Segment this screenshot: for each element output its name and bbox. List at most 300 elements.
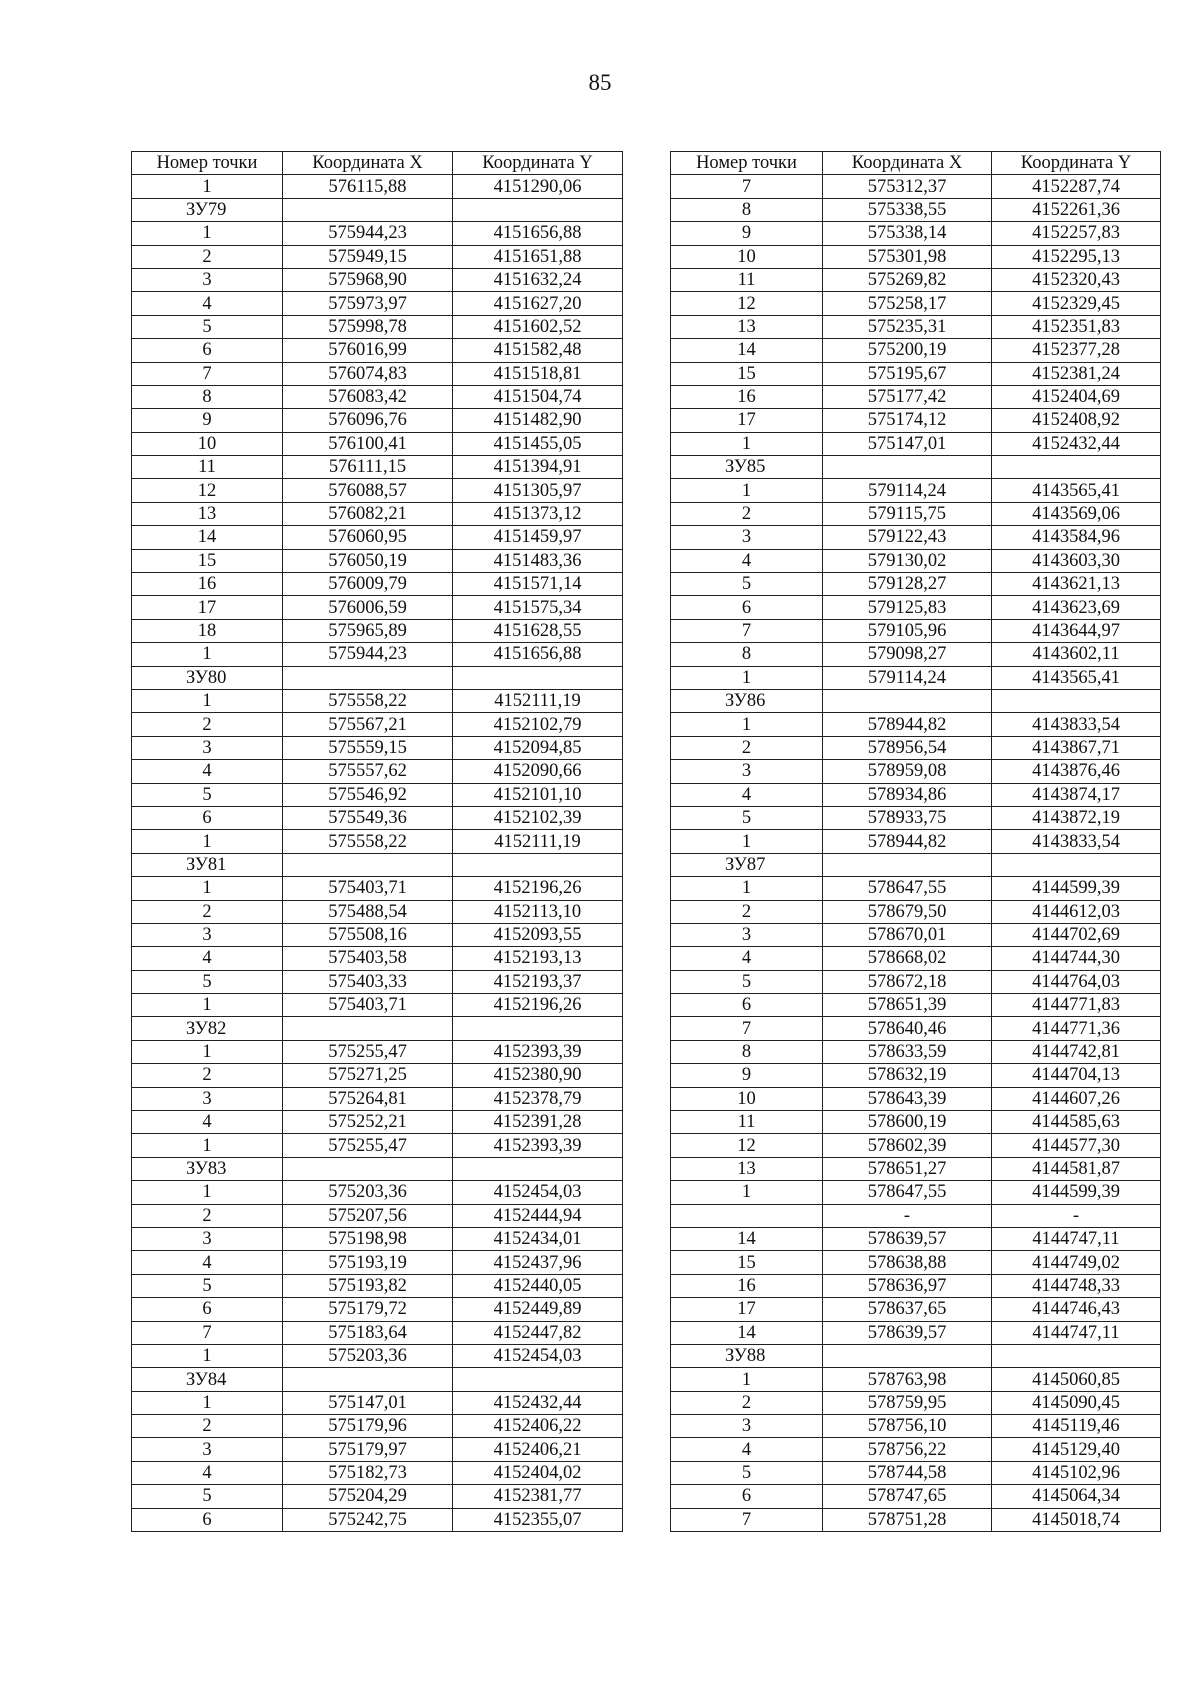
coordinate-x-cell: 575235,31 bbox=[823, 315, 992, 338]
coordinate-y-cell: 4152437,96 bbox=[453, 1251, 623, 1274]
table-row bbox=[132, 245, 623, 268]
table-row bbox=[132, 877, 623, 900]
coordinate-y-cell: 4144599,39 bbox=[992, 877, 1161, 900]
coordinate-x-cell: 576074,83 bbox=[283, 362, 453, 385]
table-row bbox=[132, 292, 623, 315]
point-number-cell: 4 bbox=[132, 1111, 283, 1134]
point-number-cell: 4 bbox=[132, 1251, 283, 1274]
table-row bbox=[132, 362, 623, 385]
coordinate-x-cell: 578670,01 bbox=[823, 923, 992, 946]
table-row bbox=[132, 1227, 623, 1250]
coordinate-y-cell: 4151651,88 bbox=[453, 245, 623, 268]
point-number-cell: 3 bbox=[671, 526, 823, 549]
coordinate-y-cell bbox=[992, 689, 1161, 712]
table-row bbox=[671, 175, 1161, 198]
coordinate-y-cell: 4151483,36 bbox=[453, 549, 623, 572]
coordinate-x-cell: 576096,76 bbox=[283, 409, 453, 432]
table-row bbox=[132, 526, 623, 549]
point-number-cell: 3 bbox=[671, 923, 823, 946]
table-row bbox=[671, 736, 1161, 759]
table-row bbox=[671, 1508, 1161, 1531]
point-number-cell: 7 bbox=[132, 1321, 283, 1344]
coordinate-x-cell: 578637,65 bbox=[823, 1298, 992, 1321]
coordinate-x-cell: 578763,98 bbox=[823, 1368, 992, 1391]
coordinate-x-cell: 575557,62 bbox=[283, 760, 453, 783]
point-number-cell: 2 bbox=[132, 900, 283, 923]
coordinate-y-cell: 4143833,54 bbox=[992, 713, 1161, 736]
point-number-cell: 8 bbox=[671, 198, 823, 221]
coordinate-y-cell: 4145129,40 bbox=[992, 1438, 1161, 1461]
point-number-cell: ЗУ79 bbox=[132, 198, 283, 221]
point-number-cell: 1 bbox=[132, 643, 283, 666]
table-row bbox=[671, 573, 1161, 596]
point-number-cell: 10 bbox=[671, 1087, 823, 1110]
coordinate-y-cell bbox=[453, 1368, 623, 1391]
coordinate-x-cell: 575195,67 bbox=[823, 362, 992, 385]
coordinate-x-cell: 575252,21 bbox=[283, 1111, 453, 1134]
point-number-cell: 4 bbox=[132, 1461, 283, 1484]
coordinate-y-cell: 4152329,45 bbox=[992, 292, 1161, 315]
coordinate-y-cell: 4151627,20 bbox=[453, 292, 623, 315]
coordinate-y-cell: 4151582,48 bbox=[453, 339, 623, 362]
coordinate-y-cell: 4145119,46 bbox=[992, 1415, 1161, 1438]
coordinate-y-cell: 4151602,52 bbox=[453, 315, 623, 338]
table-row bbox=[671, 292, 1161, 315]
coordinate-x-cell: 578959,08 bbox=[823, 760, 992, 783]
coordinate-y-header: Координата Y bbox=[453, 152, 623, 175]
coordinate-y-cell: 4152111,19 bbox=[453, 830, 623, 853]
coordinate-x-cell bbox=[823, 1344, 992, 1367]
point-number-cell: 1 bbox=[132, 877, 283, 900]
point-number-header: Номер точки bbox=[671, 152, 823, 175]
coordinate-y-cell: 4152193,13 bbox=[453, 947, 623, 970]
point-number-header: Номер точки bbox=[132, 152, 283, 175]
coordinate-y-cell: 4152381,77 bbox=[453, 1485, 623, 1508]
point-number-cell: 6 bbox=[132, 339, 283, 362]
point-number-cell: 3 bbox=[132, 736, 283, 759]
coordinate-y-cell: 4144747,11 bbox=[992, 1227, 1161, 1250]
point-number-cell: 1 bbox=[132, 1391, 283, 1414]
coordinate-y-cell: 4151656,88 bbox=[453, 222, 623, 245]
coordinate-x-cell: 578636,97 bbox=[823, 1274, 992, 1297]
table-row bbox=[132, 994, 623, 1017]
coordinate-x-cell: 575255,47 bbox=[283, 1134, 453, 1157]
page-number: 85 bbox=[588, 70, 612, 95]
coordinate-y-cell: 4152449,89 bbox=[453, 1298, 623, 1321]
point-number-cell: ЗУ81 bbox=[132, 853, 283, 876]
point-number-cell: ЗУ80 bbox=[132, 666, 283, 689]
coordinate-x-cell: 575179,96 bbox=[283, 1415, 453, 1438]
coordinate-x-cell: 575546,92 bbox=[283, 783, 453, 806]
table-row bbox=[671, 479, 1161, 502]
table-row bbox=[132, 339, 623, 362]
point-number-cell: ЗУ82 bbox=[132, 1017, 283, 1040]
coordinate-y-cell: 4144748,33 bbox=[992, 1274, 1161, 1297]
point-number-cell: 8 bbox=[132, 385, 283, 408]
coordinate-y-cell: 4144612,03 bbox=[992, 900, 1161, 923]
point-number-cell: ЗУ83 bbox=[132, 1157, 283, 1180]
coordinate-x-cell: 575255,47 bbox=[283, 1040, 453, 1063]
table-row bbox=[671, 900, 1161, 923]
point-number-cell: 2 bbox=[671, 736, 823, 759]
coordinate-x-cell: 575944,23 bbox=[283, 222, 453, 245]
coordinate-x-cell: 575207,56 bbox=[283, 1204, 453, 1227]
coordinate-x-cell bbox=[823, 456, 992, 479]
table-row bbox=[671, 713, 1161, 736]
coordinate-y-cell: 4152378,79 bbox=[453, 1087, 623, 1110]
coordinate-x-cell: 575558,22 bbox=[283, 830, 453, 853]
coordinate-y-cell: 4152090,66 bbox=[453, 760, 623, 783]
coordinate-y-cell: 4144764,03 bbox=[992, 970, 1161, 993]
table-row bbox=[132, 1415, 623, 1438]
coordinate-x-cell: 578934,86 bbox=[823, 783, 992, 806]
table-row bbox=[671, 1111, 1161, 1134]
table-row bbox=[671, 1461, 1161, 1484]
coordinate-y-cell: 4152102,39 bbox=[453, 806, 623, 829]
coordinate-x-cell: - bbox=[823, 1204, 992, 1227]
point-number-cell: 5 bbox=[132, 783, 283, 806]
coordinate-y-cell: 4144577,30 bbox=[992, 1134, 1161, 1157]
table-row bbox=[132, 736, 623, 759]
coordinate-y-cell: 4151305,97 bbox=[453, 479, 623, 502]
table-row bbox=[132, 1204, 623, 1227]
coordinate-y-cell: 4152434,01 bbox=[453, 1227, 623, 1250]
table-row bbox=[671, 339, 1161, 362]
table-row bbox=[132, 432, 623, 455]
table-row bbox=[671, 198, 1161, 221]
coordinate-y-cell: 4152404,69 bbox=[992, 385, 1161, 408]
point-number-cell: 16 bbox=[671, 1274, 823, 1297]
table-row bbox=[132, 385, 623, 408]
table-row bbox=[671, 947, 1161, 970]
point-number-cell: 2 bbox=[132, 713, 283, 736]
table-row bbox=[671, 1087, 1161, 1110]
coordinate-y-cell: 4151482,90 bbox=[453, 409, 623, 432]
coordinate-x-cell: 579115,75 bbox=[823, 502, 992, 525]
coordinate-y-cell: 4152381,24 bbox=[992, 362, 1161, 385]
coordinate-y-cell: 4145060,85 bbox=[992, 1368, 1161, 1391]
point-number-cell: 6 bbox=[132, 1298, 283, 1321]
point-number-cell: 12 bbox=[671, 292, 823, 315]
point-number-cell: 5 bbox=[671, 1461, 823, 1484]
point-number-cell: 4 bbox=[132, 947, 283, 970]
point-number-cell: 7 bbox=[671, 619, 823, 642]
coordinate-x-cell bbox=[823, 689, 992, 712]
table-row bbox=[132, 947, 623, 970]
point-number-cell: ЗУ88 bbox=[671, 1344, 823, 1367]
coordinate-x-cell: 578632,19 bbox=[823, 1064, 992, 1087]
point-number-cell: 12 bbox=[671, 1134, 823, 1157]
coordinate-y-cell: 4152432,44 bbox=[992, 432, 1161, 455]
coordinate-y-cell: 4152093,55 bbox=[453, 923, 623, 946]
coordinate-y-cell: 4152377,28 bbox=[992, 339, 1161, 362]
coordinate-y-cell bbox=[992, 456, 1161, 479]
coordinate-y-cell: 4144585,63 bbox=[992, 1111, 1161, 1134]
table-row bbox=[671, 1415, 1161, 1438]
point-number-cell: 1 bbox=[671, 479, 823, 502]
coordinate-x-cell: 575403,33 bbox=[283, 970, 453, 993]
point-number-cell: 2 bbox=[671, 900, 823, 923]
coordinate-x-cell: 576082,21 bbox=[283, 502, 453, 525]
coordinate-x-cell: 576060,95 bbox=[283, 526, 453, 549]
coordinate-y-cell: 4152196,26 bbox=[453, 877, 623, 900]
coordinate-x-cell: 575403,71 bbox=[283, 877, 453, 900]
table-row bbox=[132, 596, 623, 619]
table-row bbox=[671, 1368, 1161, 1391]
coordinate-y-cell: 4143833,54 bbox=[992, 830, 1161, 853]
coordinate-x-cell: 579114,24 bbox=[823, 479, 992, 502]
coordinate-x-cell: 575488,54 bbox=[283, 900, 453, 923]
point-number-cell: 9 bbox=[671, 1064, 823, 1087]
coordinate-y-cell: 4152355,07 bbox=[453, 1508, 623, 1531]
point-number-cell: 9 bbox=[132, 409, 283, 432]
table-row bbox=[132, 970, 623, 993]
parcel-header-row bbox=[132, 1157, 623, 1180]
coordinate-y-cell: 4143644,97 bbox=[992, 619, 1161, 642]
coordinate-x-cell: 579125,83 bbox=[823, 596, 992, 619]
table-row bbox=[671, 1204, 1161, 1227]
coordinate-y-cell: 4145064,34 bbox=[992, 1485, 1161, 1508]
point-number-cell: 1 bbox=[671, 713, 823, 736]
coordinate-x-cell: 575338,55 bbox=[823, 198, 992, 221]
coordinate-x-header: Координата X bbox=[283, 152, 453, 175]
coordinate-x-cell: 575193,82 bbox=[283, 1274, 453, 1297]
parcel-header-row bbox=[671, 1344, 1161, 1367]
coordinate-y-cell: 4143602,11 bbox=[992, 643, 1161, 666]
coordinate-x-cell: 576050,19 bbox=[283, 549, 453, 572]
coordinate-y-cell: 4152111,19 bbox=[453, 689, 623, 712]
table-row bbox=[671, 877, 1161, 900]
coordinate-y-cell bbox=[992, 853, 1161, 876]
coordinate-x-cell: 575177,42 bbox=[823, 385, 992, 408]
point-number-cell: 2 bbox=[132, 1064, 283, 1087]
table-row bbox=[671, 1298, 1161, 1321]
table-row bbox=[132, 1298, 623, 1321]
coordinate-y-cell: 4144607,26 bbox=[992, 1087, 1161, 1110]
coordinate-x-cell: 575198,98 bbox=[283, 1227, 453, 1250]
table-row bbox=[132, 479, 623, 502]
coordinate-x-cell: 575559,15 bbox=[283, 736, 453, 759]
coordinate-x-cell: 575403,71 bbox=[283, 994, 453, 1017]
coordinate-x-cell: 575312,37 bbox=[823, 175, 992, 198]
header-row bbox=[671, 152, 1161, 175]
header-row bbox=[132, 152, 623, 175]
coordinate-x-cell: 576111,15 bbox=[283, 456, 453, 479]
coordinate-y-cell: 4152257,83 bbox=[992, 222, 1161, 245]
point-number-cell: 5 bbox=[671, 573, 823, 596]
table-row bbox=[132, 1391, 623, 1414]
table-row bbox=[132, 760, 623, 783]
point-number-cell: 3 bbox=[132, 1438, 283, 1461]
coordinate-y-cell: 4143621,13 bbox=[992, 573, 1161, 596]
coordinate-x-cell: 578640,46 bbox=[823, 1017, 992, 1040]
point-number-cell: ЗУ87 bbox=[671, 853, 823, 876]
table-row bbox=[132, 689, 623, 712]
coordinate-y-cell: 4143584,96 bbox=[992, 526, 1161, 549]
coordinate-y-cell: 4151504,74 bbox=[453, 385, 623, 408]
coordinate-y-cell: 4144746,43 bbox=[992, 1298, 1161, 1321]
coordinate-x-cell: 575174,12 bbox=[823, 409, 992, 432]
coordinate-y-cell: 4151373,12 bbox=[453, 502, 623, 525]
table-row bbox=[132, 1251, 623, 1274]
coordinate-x-cell: 578600,19 bbox=[823, 1111, 992, 1134]
point-number-cell: 15 bbox=[671, 362, 823, 385]
point-number-cell: 3 bbox=[671, 760, 823, 783]
coordinate-x-cell: 578744,58 bbox=[823, 1461, 992, 1484]
coordinate-y-header: Координата Y bbox=[992, 152, 1161, 175]
coordinate-y-cell: 4152393,39 bbox=[453, 1040, 623, 1063]
coordinate-y-cell: 4144742,81 bbox=[992, 1040, 1161, 1063]
coordinate-x-cell: 578643,39 bbox=[823, 1087, 992, 1110]
coordinate-x-cell: 575258,17 bbox=[823, 292, 992, 315]
point-number-cell: 8 bbox=[671, 1040, 823, 1063]
coordinate-x-cell: 575179,72 bbox=[283, 1298, 453, 1321]
point-number-cell: 5 bbox=[132, 1485, 283, 1508]
coordinate-y-cell: 4151394,91 bbox=[453, 456, 623, 479]
coordinate-x-cell: 575567,21 bbox=[283, 713, 453, 736]
point-number-cell: 1 bbox=[132, 1040, 283, 1063]
coordinate-x-cell: 576115,88 bbox=[283, 175, 453, 198]
table-row bbox=[671, 1157, 1161, 1180]
table-row bbox=[132, 713, 623, 736]
point-number-cell: 12 bbox=[132, 479, 283, 502]
point-number-cell: 16 bbox=[671, 385, 823, 408]
point-number-cell: 1 bbox=[671, 877, 823, 900]
coordinate-y-cell: 4143872,19 bbox=[992, 806, 1161, 829]
table-row bbox=[132, 268, 623, 291]
coordinate-x-cell: 576100,41 bbox=[283, 432, 453, 455]
coordinate-x-cell: 578639,57 bbox=[823, 1321, 992, 1344]
coordinate-y-cell: 4143603,30 bbox=[992, 549, 1161, 572]
table-row bbox=[671, 666, 1161, 689]
point-number-cell: 6 bbox=[132, 1508, 283, 1531]
table-row bbox=[671, 362, 1161, 385]
coordinate-y-cell: 4144747,11 bbox=[992, 1321, 1161, 1344]
table-row bbox=[132, 1134, 623, 1157]
coordinate-x-header: Координата X bbox=[823, 152, 992, 175]
coordinate-y-cell: 4151632,24 bbox=[453, 268, 623, 291]
coordinate-y-cell: 4152393,39 bbox=[453, 1134, 623, 1157]
coordinate-x-cell: 576088,57 bbox=[283, 479, 453, 502]
coordinate-x-cell: 578756,10 bbox=[823, 1415, 992, 1438]
point-number-cell: 3 bbox=[132, 1227, 283, 1250]
point-number-cell: 4 bbox=[132, 760, 283, 783]
table-row bbox=[671, 923, 1161, 946]
table-row bbox=[132, 1344, 623, 1367]
coordinate-y-cell: 4152351,83 bbox=[992, 315, 1161, 338]
table-row bbox=[671, 1064, 1161, 1087]
coordinate-x-cell bbox=[283, 1017, 453, 1040]
coordinate-y-cell: 4143623,69 bbox=[992, 596, 1161, 619]
table-row bbox=[132, 549, 623, 572]
point-number-cell: ЗУ85 bbox=[671, 456, 823, 479]
point-number-cell: ЗУ84 bbox=[132, 1368, 283, 1391]
table-row bbox=[671, 596, 1161, 619]
coordinate-x-cell: 578756,22 bbox=[823, 1438, 992, 1461]
coordinate-y-cell: 4143876,46 bbox=[992, 760, 1161, 783]
point-number-cell: 1 bbox=[132, 222, 283, 245]
coordinate-x-cell: 575264,81 bbox=[283, 1087, 453, 1110]
coordinate-x-cell: 576083,42 bbox=[283, 385, 453, 408]
coordinate-y-cell: 4152295,13 bbox=[992, 245, 1161, 268]
parcel-header-row bbox=[132, 1368, 623, 1391]
coordinate-x-cell: 578933,75 bbox=[823, 806, 992, 829]
coordinate-y-cell: 4152454,03 bbox=[453, 1344, 623, 1367]
coordinate-y-cell bbox=[453, 198, 623, 221]
point-number-cell: 1 bbox=[132, 689, 283, 712]
coordinate-y-cell: 4152193,37 bbox=[453, 970, 623, 993]
parcel-header-row bbox=[132, 853, 623, 876]
coordinate-y-cell: 4152454,03 bbox=[453, 1181, 623, 1204]
point-number-cell: 1 bbox=[132, 175, 283, 198]
parcel-header-row bbox=[132, 666, 623, 689]
coordinate-y-cell: 4151575,34 bbox=[453, 596, 623, 619]
point-number-cell bbox=[671, 1204, 823, 1227]
coordinate-x-cell bbox=[283, 1368, 453, 1391]
point-number-cell: 10 bbox=[671, 245, 823, 268]
coordinate-y-cell: 4144771,83 bbox=[992, 994, 1161, 1017]
point-number-cell: 14 bbox=[671, 1321, 823, 1344]
point-number-cell: 1 bbox=[671, 1181, 823, 1204]
table-row bbox=[671, 385, 1161, 408]
coordinate-x-cell bbox=[283, 198, 453, 221]
point-number-cell: 1 bbox=[132, 994, 283, 1017]
table-row bbox=[132, 1508, 623, 1531]
coordinate-x-cell: 578647,55 bbox=[823, 1181, 992, 1204]
coordinate-y-cell: 4152261,36 bbox=[992, 198, 1161, 221]
point-number-cell: 17 bbox=[671, 409, 823, 432]
coordinate-y-cell: 4152196,26 bbox=[453, 994, 623, 1017]
point-number-cell: 11 bbox=[132, 456, 283, 479]
coordinate-y-cell: 4144599,39 bbox=[992, 1181, 1161, 1204]
table-row bbox=[671, 1391, 1161, 1414]
coordinate-y-cell: 4152444,94 bbox=[453, 1204, 623, 1227]
point-number-cell: 5 bbox=[671, 970, 823, 993]
coordinate-x-cell: 578668,02 bbox=[823, 947, 992, 970]
coordinate-x-cell: 578647,55 bbox=[823, 877, 992, 900]
point-number-cell: 8 bbox=[671, 643, 823, 666]
coordinate-x-cell: 575183,64 bbox=[283, 1321, 453, 1344]
coordinate-y-cell: 4152094,85 bbox=[453, 736, 623, 759]
coordinate-x-cell: 575242,75 bbox=[283, 1508, 453, 1531]
coordinate-y-cell: 4152404,02 bbox=[453, 1461, 623, 1484]
table-row bbox=[132, 1321, 623, 1344]
coordinate-y-cell: 4145102,96 bbox=[992, 1461, 1161, 1484]
parcel-header-row bbox=[132, 1017, 623, 1040]
point-number-cell: 6 bbox=[671, 1485, 823, 1508]
table-row bbox=[132, 1274, 623, 1297]
point-number-cell: 1 bbox=[132, 830, 283, 853]
point-number-cell: 1 bbox=[671, 1368, 823, 1391]
coordinate-x-cell: 578651,39 bbox=[823, 994, 992, 1017]
table-row bbox=[132, 830, 623, 853]
point-number-cell: 5 bbox=[132, 970, 283, 993]
coordinate-x-cell: 578602,39 bbox=[823, 1134, 992, 1157]
table-row bbox=[671, 245, 1161, 268]
point-number-cell: 6 bbox=[671, 596, 823, 619]
table-row bbox=[132, 1111, 623, 1134]
coordinate-y-cell: 4152408,92 bbox=[992, 409, 1161, 432]
point-number-cell: 3 bbox=[132, 268, 283, 291]
coordinate-x-cell: 575200,19 bbox=[823, 339, 992, 362]
coordinate-x-cell: 576006,59 bbox=[283, 596, 453, 619]
point-number-cell: 1 bbox=[671, 830, 823, 853]
coordinate-x-cell: 575998,78 bbox=[283, 315, 453, 338]
point-number-cell: 4 bbox=[671, 783, 823, 806]
coordinate-x-cell: 578747,65 bbox=[823, 1485, 992, 1508]
table-row bbox=[671, 1251, 1161, 1274]
coordinate-x-cell bbox=[823, 853, 992, 876]
